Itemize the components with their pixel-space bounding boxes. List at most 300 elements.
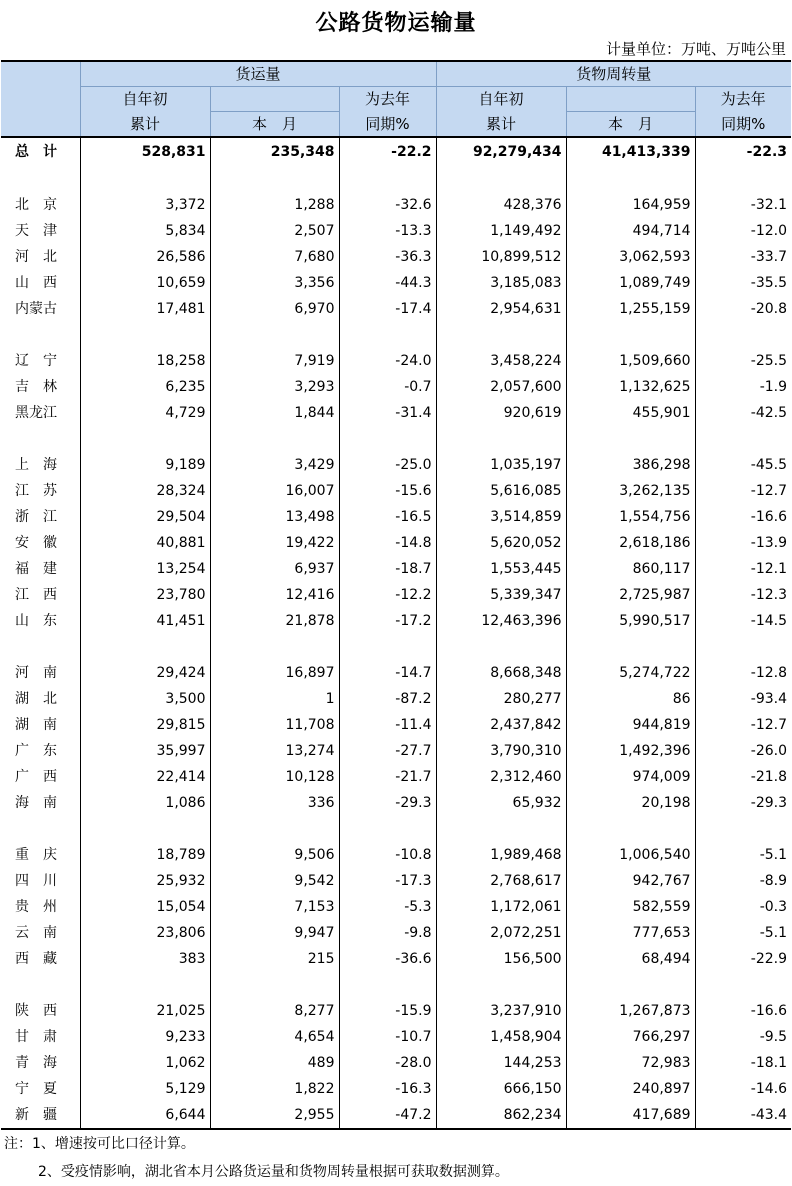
table-row (1, 764, 791, 790)
turnover-month: 942,767 (566, 868, 695, 894)
turnover-ytd: 3,185,083 (436, 270, 566, 296)
turnover-month: 2,725,987 (566, 582, 695, 608)
turnover-ytd: 1,172,061 (436, 894, 566, 920)
freight-month: 6,937 (210, 556, 339, 582)
turnover-yoy: -22.9 (695, 946, 791, 972)
table-row (1, 1102, 791, 1129)
turnover-ytd: 3,458,224 (436, 348, 566, 374)
spacer-cell (1, 426, 80, 452)
freight-ytd: 35,997 (80, 738, 210, 764)
turnover-ytd: 156,500 (436, 946, 566, 972)
spacer-cell (80, 426, 210, 452)
table-row (1, 868, 791, 894)
table-row (1, 1050, 791, 1076)
turnover-month: 1,554,756 (566, 504, 695, 530)
freight-ytd: 28,324 (80, 478, 210, 504)
spacer-cell (339, 322, 436, 348)
turnover-ytd: 2,072,251 (436, 920, 566, 946)
table-row (1, 348, 791, 374)
freight-ytd: 3,372 (80, 192, 210, 218)
turnover-month: 455,901 (566, 400, 695, 426)
turnover-ytd: 862,234 (436, 1102, 566, 1129)
spacer-cell (436, 322, 566, 348)
region-name: 江 西 (15, 587, 57, 603)
spacer-cell (1, 972, 80, 998)
turnover-yoy: -20.8 (695, 296, 791, 322)
turnover-ytd: 8,668,348 (436, 660, 566, 686)
freight-month: 215 (210, 946, 339, 972)
freight-ytd: 1,086 (80, 790, 210, 816)
freight-yoy: -13.3 (339, 218, 436, 244)
footnote-1: 注：1、增速按可比口径计算。 (4, 1136, 195, 1152)
spacer-cell (566, 634, 695, 660)
turnover-yoy: -0.3 (695, 894, 791, 920)
spacer-cell (210, 634, 339, 660)
turnover-header: 货物周转量 (436, 61, 791, 87)
turnover-month: 1,492,396 (566, 738, 695, 764)
table-row (1, 608, 791, 634)
turnover-ytd: 666,150 (436, 1076, 566, 1102)
freight-yoy: -36.3 (339, 244, 436, 270)
freight-yoy: -44.3 (339, 270, 436, 296)
group-spacer-row (1, 972, 791, 998)
freight-month: 2,955 (210, 1102, 339, 1129)
turnover-month: 1,089,749 (566, 270, 695, 296)
table-row (1, 1024, 791, 1050)
spacer-cell (1, 322, 80, 348)
region-header-cell (1, 61, 80, 137)
region-name: 新 疆 (1, 1102, 80, 1129)
spacer-cell (1, 634, 80, 660)
turnover-ytd-header-line1: 自年初 (436, 87, 566, 112)
region-name: 安 徽 (15, 535, 57, 551)
table-row (1, 894, 791, 920)
freight-ytd: 29,504 (80, 504, 210, 530)
turnover-yoy: -12.8 (695, 660, 791, 686)
spacer-cell (339, 426, 436, 452)
freight-month: 19,422 (210, 530, 339, 556)
turnover-yoy: -8.9 (695, 868, 791, 894)
turnover-ytd: 1,149,492 (436, 218, 566, 244)
table-row (1, 504, 791, 530)
turnover-yoy: -5.1 (695, 842, 791, 868)
freight-month: 2,507 (210, 218, 339, 244)
freight-ytd: 4,729 (80, 400, 210, 426)
turnover-yoy: -16.6 (695, 998, 791, 1024)
region-name: 北 京 (15, 197, 57, 213)
freight-yoy: -25.0 (339, 452, 436, 478)
region-name: 西 藏 (15, 951, 57, 967)
turnover-yoy: -1.9 (695, 374, 791, 400)
region-name: 上 海 (15, 457, 57, 473)
turnover-ytd: 1,035,197 (436, 452, 566, 478)
turnover-ytd: 2,312,460 (436, 764, 566, 790)
freight-yoy: -31.4 (339, 400, 436, 426)
freight-ytd: 29,424 (80, 660, 210, 686)
freight-month: 11,708 (210, 712, 339, 738)
freight-month: 336 (210, 790, 339, 816)
freight-ytd: 6,644 (80, 1102, 210, 1129)
total-turnover-yoy: -22.3 (695, 137, 791, 166)
region-name: 湖 北 (15, 691, 57, 707)
spacer-cell (210, 426, 339, 452)
freight-ytd: 23,780 (80, 582, 210, 608)
turnover-yoy: -21.8 (695, 764, 791, 790)
freight-ytd-header-line1: 自年初 (80, 87, 210, 112)
page-title: 公路货物运输量 (315, 11, 477, 36)
freight-yoy: -14.7 (339, 660, 436, 686)
spacer-cell (80, 816, 210, 842)
spacer-cell (695, 972, 791, 998)
region-name: 天 津 (15, 223, 57, 239)
group-spacer-row (1, 634, 791, 660)
freight-ytd: 22,414 (80, 764, 210, 790)
table-row (1, 218, 791, 244)
turnover-month: 164,959 (566, 192, 695, 218)
freight-month: 1,288 (210, 192, 339, 218)
spacer-cell (210, 166, 339, 192)
spacer-cell (695, 816, 791, 842)
freight-month: 3,429 (210, 452, 339, 478)
region-name: 辽 宁 (15, 353, 57, 369)
turnover-month: 417,689 (566, 1102, 695, 1129)
turnover-ytd: 5,339,347 (436, 582, 566, 608)
region-name: 广 东 (15, 743, 57, 759)
turnover-yoy: -14.6 (695, 1076, 791, 1102)
turnover-yoy: -32.1 (695, 192, 791, 218)
turnover-month: 86 (566, 686, 695, 712)
spacer-cell (80, 166, 210, 192)
turnover-ytd: 3,790,310 (436, 738, 566, 764)
freight-yoy: -87.2 (339, 686, 436, 712)
freight-yoy: -14.8 (339, 530, 436, 556)
turnover-yoy: -42.5 (695, 400, 791, 426)
turnover-ytd: 1,458,904 (436, 1024, 566, 1050)
table-row (1, 998, 791, 1024)
freight-ytd: 3,500 (80, 686, 210, 712)
freight-ytd: 15,054 (80, 894, 210, 920)
freight-ytd: 383 (80, 946, 210, 972)
table-row (1, 790, 791, 816)
freight-yoy: -5.3 (339, 894, 436, 920)
freight-yoy: -10.7 (339, 1024, 436, 1050)
turnover-yoy: -18.1 (695, 1050, 791, 1076)
region-name: 福 建 (15, 561, 57, 577)
turnover-ytd: 2,057,600 (436, 374, 566, 400)
spacer-cell (339, 166, 436, 192)
turnover-month: 72,983 (566, 1050, 695, 1076)
total-turnover-month: 41,413,339 (566, 137, 695, 166)
table-row (1, 920, 791, 946)
table-row (1, 712, 791, 738)
turnover-ytd: 920,619 (436, 400, 566, 426)
table-row (1, 946, 791, 972)
turnover-yoy: -14.5 (695, 608, 791, 634)
turnover-yoy: -29.3 (695, 790, 791, 816)
turnover-month: 68,494 (566, 946, 695, 972)
turnover-yoy: -93.4 (695, 686, 791, 712)
group-spacer-row (1, 166, 791, 192)
freight-ytd: 9,233 (80, 1024, 210, 1050)
table-row (1, 686, 791, 712)
turnover-yoy: -33.7 (695, 244, 791, 270)
table-row (1, 738, 791, 764)
total-freight-yoy: -22.2 (339, 137, 436, 166)
freight-yoy: -16.5 (339, 504, 436, 530)
total-row (1, 137, 791, 166)
turnover-yoy: -12.1 (695, 556, 791, 582)
total-freight-ytd: 528,831 (80, 137, 210, 166)
freight-month: 4,654 (210, 1024, 339, 1050)
region-name: 陕 西 (15, 1003, 57, 1019)
table-row (1, 374, 791, 400)
turnover-yoy: -45.5 (695, 452, 791, 478)
freight-yoy: -16.3 (339, 1076, 436, 1102)
turnover-ytd: 2,954,631 (436, 296, 566, 322)
freight-ytd: 25,932 (80, 868, 210, 894)
region-name: 浙 江 (15, 509, 57, 525)
region-name: 河 北 (15, 249, 57, 265)
turnover-ytd: 3,514,859 (436, 504, 566, 530)
spacer-cell (566, 322, 695, 348)
table-row (1, 296, 791, 322)
spacer-cell (436, 166, 566, 192)
spacer-cell (339, 634, 436, 660)
freight-yoy: -9.8 (339, 920, 436, 946)
freight-yoy: -36.6 (339, 946, 436, 972)
freight-month: 6,970 (210, 296, 339, 322)
turnover-ytd: 3,237,910 (436, 998, 566, 1024)
table-body (1, 137, 791, 1129)
spacer-cell (436, 426, 566, 452)
turnover-ytd: 428,376 (436, 192, 566, 218)
turnover-month-header: 本 月 (566, 112, 695, 138)
freight-ytd-header-line2: 累计 (80, 112, 210, 138)
table-row (1, 660, 791, 686)
freight-yoy: -0.7 (339, 374, 436, 400)
freight-yoy: -32.6 (339, 192, 436, 218)
freight-yoy: -12.2 (339, 582, 436, 608)
turnover-ytd: 280,277 (436, 686, 566, 712)
turnover-ytd-header-line2: 累计 (436, 112, 566, 138)
total-label: 总 计 (1, 137, 80, 166)
freight-month: 16,897 (210, 660, 339, 686)
turnover-ytd: 10,899,512 (436, 244, 566, 270)
freight-month: 1,822 (210, 1076, 339, 1102)
turnover-ytd: 65,932 (436, 790, 566, 816)
region-name: 云 南 (15, 925, 57, 941)
spacer-cell (80, 634, 210, 660)
spacer-cell (566, 426, 695, 452)
region-name: 吉 林 (15, 379, 57, 395)
spacer-cell (1, 166, 80, 192)
freight-yoy: -21.7 (339, 764, 436, 790)
table-row (1, 556, 791, 582)
turnover-yoy: -43.4 (695, 1102, 791, 1129)
region-name: 广 西 (15, 769, 57, 785)
turnover-yoy-header-line2: 同期% (695, 112, 791, 138)
freight-yoy: -17.4 (339, 296, 436, 322)
freight-ytd: 10,659 (80, 270, 210, 296)
spacer-cell (80, 972, 210, 998)
table-row (1, 1076, 791, 1102)
turnover-ytd: 1,553,445 (436, 556, 566, 582)
freight-ytd: 9,189 (80, 452, 210, 478)
unit-label: 计量单位：万吨、万吨公里 (605, 40, 786, 58)
freight-yoy: -10.8 (339, 842, 436, 868)
freight-yoy: -15.9 (339, 998, 436, 1024)
freight-month: 8,277 (210, 998, 339, 1024)
turnover-month: 1,509,660 (566, 348, 695, 374)
freight-yoy: -11.4 (339, 712, 436, 738)
freight-month-header-spacer (210, 87, 339, 112)
freight-ytd: 40,881 (80, 530, 210, 556)
turnover-ytd: 2,768,617 (436, 868, 566, 894)
turnover-yoy: -12.3 (695, 582, 791, 608)
table-row (1, 192, 791, 218)
freight-month: 3,356 (210, 270, 339, 296)
freight-yoy: -27.7 (339, 738, 436, 764)
freight-header: 货运量 (80, 61, 436, 87)
footnote-2: 2、受疫情影响，湖北省本月公路货运量和货物周转量根据可获取数据测算。 (38, 1164, 509, 1180)
turnover-month: 944,819 (566, 712, 695, 738)
table-row (1, 582, 791, 608)
turnover-ytd: 1,989,468 (436, 842, 566, 868)
freight-month: 12,416 (210, 582, 339, 608)
turnover-month: 766,297 (566, 1024, 695, 1050)
freight-yoy: -28.0 (339, 1050, 436, 1076)
turnover-month: 1,132,625 (566, 374, 695, 400)
region-name: 贵 州 (15, 899, 57, 915)
freight-month: 13,498 (210, 504, 339, 530)
region-name: 山 西 (15, 275, 57, 291)
freight-month: 489 (210, 1050, 339, 1076)
turnover-month: 3,062,593 (566, 244, 695, 270)
turnover-month: 3,262,135 (566, 478, 695, 504)
region-name: 宁 夏 (15, 1081, 57, 1097)
region-name: 黑龙江 (15, 405, 57, 421)
region-name: 重 庆 (15, 847, 57, 863)
freight-yoy: -24.0 (339, 348, 436, 374)
spacer-cell (695, 322, 791, 348)
turnover-month: 1,255,159 (566, 296, 695, 322)
turnover-month: 20,198 (566, 790, 695, 816)
freight-ytd: 29,815 (80, 712, 210, 738)
turnover-ytd: 5,620,052 (436, 530, 566, 556)
freight-ytd: 18,789 (80, 842, 210, 868)
freight-ytd: 18,258 (80, 348, 210, 374)
group-spacer-row (1, 426, 791, 452)
freight-month-header: 本 月 (210, 112, 339, 138)
turnover-month: 386,298 (566, 452, 695, 478)
freight-ytd: 23,806 (80, 920, 210, 946)
table-row (1, 400, 791, 426)
turnover-ytd: 5,616,085 (436, 478, 566, 504)
freight-month: 10,128 (210, 764, 339, 790)
table-row (1, 842, 791, 868)
region-name: 山 东 (15, 613, 57, 629)
freight-yoy: -17.3 (339, 868, 436, 894)
freight-ytd: 13,254 (80, 556, 210, 582)
spacer-cell (566, 166, 695, 192)
spacer-cell (566, 816, 695, 842)
spacer-cell (210, 322, 339, 348)
spacer-cell (436, 816, 566, 842)
spacer-cell (566, 972, 695, 998)
turnover-yoy: -26.0 (695, 738, 791, 764)
turnover-month-header-spacer (566, 87, 695, 112)
table-row (1, 270, 791, 296)
spacer-cell (436, 634, 566, 660)
table-row (1, 530, 791, 556)
freight-month: 1,844 (210, 400, 339, 426)
freight-ytd: 41,451 (80, 608, 210, 634)
turnover-month: 5,990,517 (566, 608, 695, 634)
turnover-yoy: -12.7 (695, 478, 791, 504)
freight-month: 1 (210, 686, 339, 712)
region-name: 河 南 (15, 665, 57, 681)
spacer-cell (1, 816, 80, 842)
region-name: 江 苏 (15, 483, 57, 499)
spacer-cell (436, 972, 566, 998)
freight-ytd: 5,834 (80, 218, 210, 244)
freight-ytd: 5,129 (80, 1076, 210, 1102)
region-name: 甘 肃 (15, 1029, 57, 1045)
turnover-yoy: -5.1 (695, 920, 791, 946)
freight-month: 13,274 (210, 738, 339, 764)
freight-month: 9,542 (210, 868, 339, 894)
freight-month: 9,506 (210, 842, 339, 868)
spacer-cell (339, 816, 436, 842)
turnover-yoy: -35.5 (695, 270, 791, 296)
turnover-yoy-header-line1: 为去年 (695, 87, 791, 112)
freight-ytd: 6,235 (80, 374, 210, 400)
spacer-cell (210, 816, 339, 842)
turnover-yoy: -13.9 (695, 530, 791, 556)
freight-yoy: -18.7 (339, 556, 436, 582)
freight-ytd: 1,062 (80, 1050, 210, 1076)
freight-yoy: -47.2 (339, 1102, 436, 1129)
freight-yoy-header-line2: 同期% (339, 112, 436, 138)
total-freight-month: 235,348 (210, 137, 339, 166)
turnover-month: 240,897 (566, 1076, 695, 1102)
freight-ytd: 17,481 (80, 296, 210, 322)
spacer-cell (695, 634, 791, 660)
turnover-month: 1,267,873 (566, 998, 695, 1024)
freight-yoy-header-line1: 为去年 (339, 87, 436, 112)
turnover-yoy: -12.0 (695, 218, 791, 244)
turnover-yoy: -9.5 (695, 1024, 791, 1050)
spacer-cell (695, 426, 791, 452)
turnover-month: 494,714 (566, 218, 695, 244)
turnover-yoy: -25.5 (695, 348, 791, 374)
turnover-month: 777,653 (566, 920, 695, 946)
region-name: 内蒙古 (15, 301, 57, 317)
turnover-month: 974,009 (566, 764, 695, 790)
turnover-month: 2,618,186 (566, 530, 695, 556)
turnover-month: 582,559 (566, 894, 695, 920)
total-turnover-ytd: 92,279,434 (436, 137, 566, 166)
freight-month: 9,947 (210, 920, 339, 946)
group-spacer-row (1, 322, 791, 348)
turnover-yoy: -12.7 (695, 712, 791, 738)
turnover-ytd: 144,253 (436, 1050, 566, 1076)
spacer-cell (339, 972, 436, 998)
spacer-cell (695, 166, 791, 192)
freight-month: 21,878 (210, 608, 339, 634)
freight-month: 16,007 (210, 478, 339, 504)
turnover-month: 1,006,540 (566, 842, 695, 868)
